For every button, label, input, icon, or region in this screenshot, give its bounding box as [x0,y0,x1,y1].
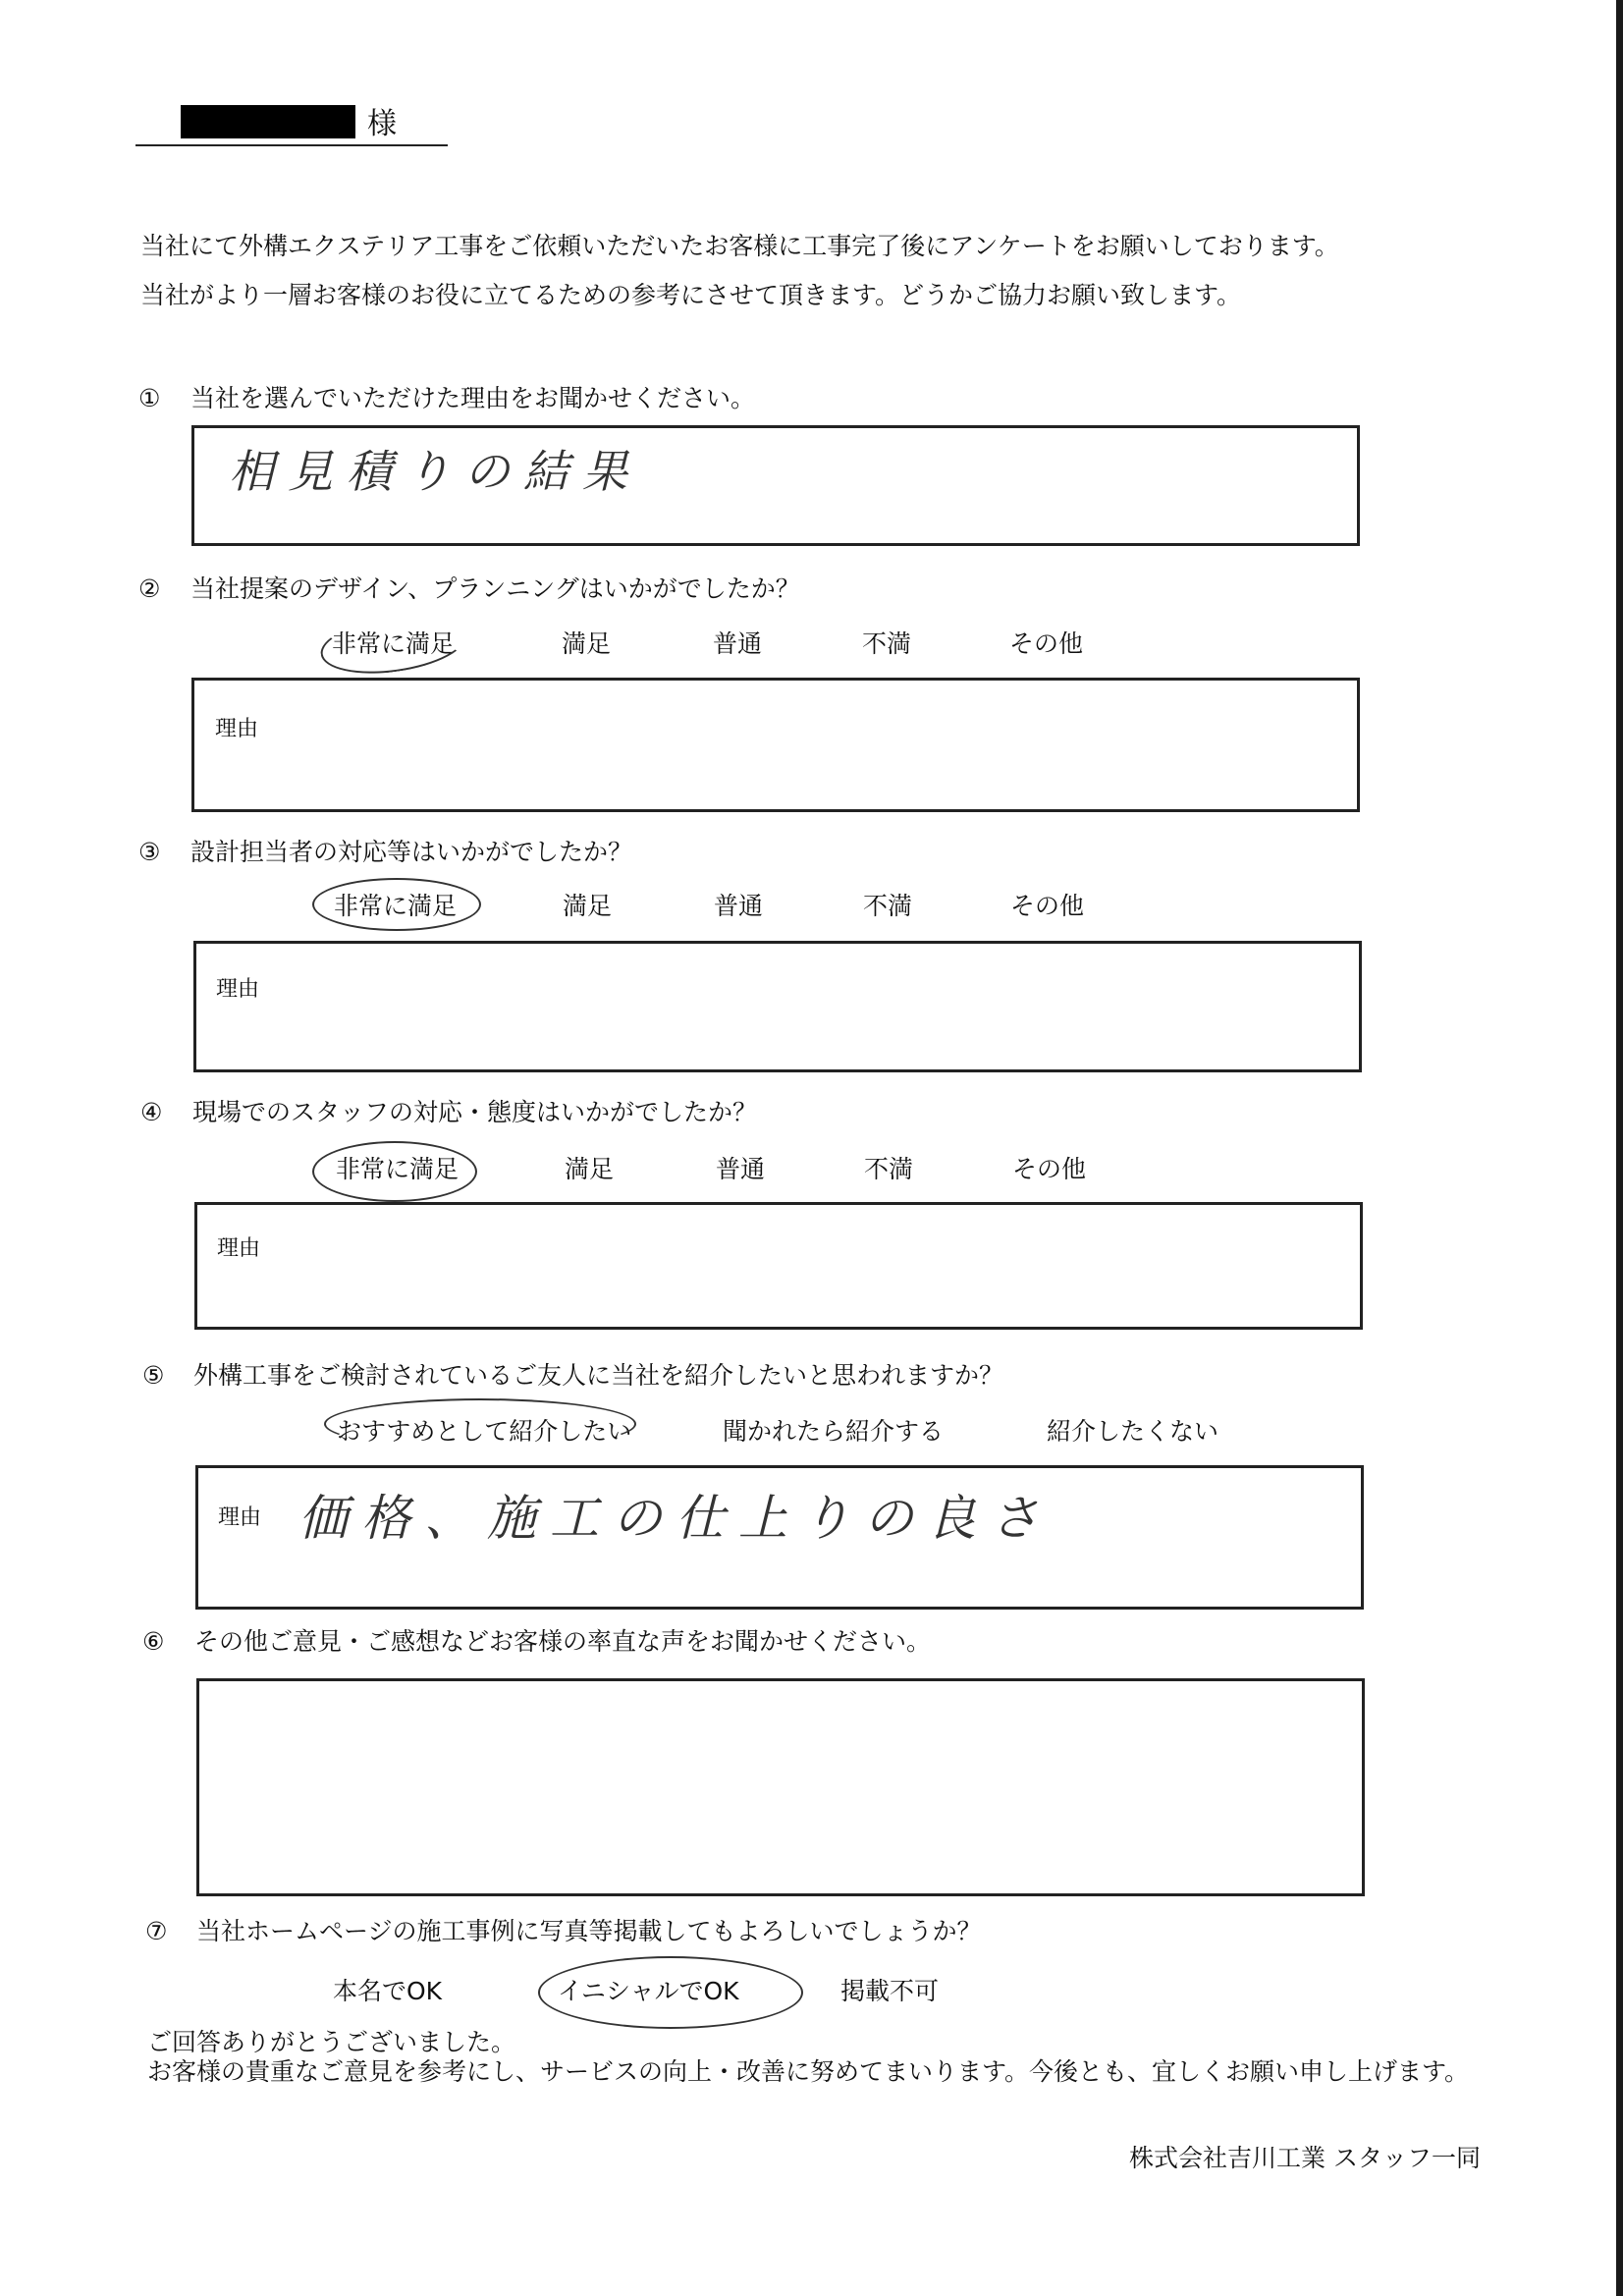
q3-option-normal[interactable]: 普通 [714,892,764,920]
q1-handwritten-answer: 相見積りの結果 [229,445,641,498]
q2-reason-box[interactable] [191,678,1360,812]
q5-reason-label: 理由 [218,1505,262,1530]
q2-reason-label: 理由 [215,717,259,741]
q2-selection-circle [317,607,470,682]
q4-question: 現場でのスタッフの対応・態度はいかがでしたか？ [192,1098,758,1126]
q2-question: 当社提案のデザイン、プランニングはいかがでしたか？ [190,574,800,603]
q7-option-initials[interactable]: イニシャルでOK [558,1977,739,2005]
q1-question: 当社を選んでいただけた理由をお聞かせください。 [190,384,756,412]
q3-option-very-satisfied[interactable]: 非常に満足 [334,892,458,920]
q4-option-dissatisfied[interactable]: 不満 [864,1155,914,1183]
name-underline [135,144,448,146]
q4-number: ④ [140,1098,163,1126]
q3-option-dissatisfied[interactable]: 不満 [863,892,913,920]
q2-number: ② [138,574,161,603]
q3-reason-label: 理由 [216,977,260,1002]
q4-reason-box[interactable] [194,1202,1363,1330]
q7-option-no-post[interactable]: 掲載不可 [840,1977,940,2005]
q7-number: ⑦ [145,1917,168,1945]
q3-question: 設計担当者の対応等はいかがでしたか？ [190,838,633,866]
q2-option-satisfied[interactable]: 満足 [562,629,612,658]
company-signature: 株式会社吉川工業 スタッフ一同 [1129,2144,1481,2172]
closing-line-2: お客様の貴重なご意見を参考にし、サービスの向上・改善に努めてまいります。今後とも、宜しくお願い申し上げます。 [147,2057,1470,2086]
q7-option-real-name[interactable]: 本名でOK [333,1977,443,2005]
scan-edge [1616,0,1623,2296]
q4-option-satisfied[interactable]: 満足 [565,1155,615,1183]
customer-name-redacted [181,105,355,138]
q5-option-not-recommend[interactable]: 紹介したくない [1047,1417,1219,1446]
q4-option-normal[interactable]: 普通 [716,1155,766,1183]
q3-reason-box[interactable] [193,941,1362,1072]
q3-option-other[interactable]: その他 [1010,892,1085,920]
q2-option-other[interactable]: その他 [1009,629,1084,658]
intro-line-2: 当社がより一層お客様のお役に立てるための参考にさせて頂きます。どうかご協力お願い致します。 [140,281,1242,309]
q5-selection-circle [324,1398,636,1449]
q4-selection-circle [312,1141,477,1202]
q6-question: その他ご意見・ご感想などお客様の率直な声をお聞かせください。 [194,1627,932,1656]
closing-line-1: ご回答ありがとうございました。 [147,2028,516,2056]
intro-line-1: 当社にて外構エクステリア工事をご依頼いただいたお客様に工事完了後にアンケートをお願いしております。 [140,232,1339,260]
q3-number: ③ [138,838,161,866]
q4-option-very-satisfied[interactable]: 非常に満足 [336,1155,460,1183]
q5-option-recommend[interactable]: おすすめとして紹介したい [337,1417,632,1446]
q2-option-dissatisfied[interactable]: 不満 [862,629,912,658]
q2-option-normal[interactable]: 普通 [713,629,763,658]
q4-reason-label: 理由 [217,1236,261,1261]
customer-honorific: 様 [367,107,397,141]
q5-number: ⑤ [142,1361,165,1390]
q5-handwritten-reason: 価格、施工の仕上りの良さ [298,1490,1053,1547]
q3-selection-circle [312,878,481,931]
q1-number: ① [138,384,161,412]
q2-option-very-satisfied[interactable]: 非常に満足 [332,629,456,658]
q7-selection-circle [538,1956,803,2029]
q3-option-satisfied[interactable]: 満足 [563,892,613,920]
q7-question: 当社ホームページの施工事例に写真等掲載してもよろしいでしょうか？ [196,1917,982,1945]
q5-question: 外構工事をご検討されているご友人に当社を紹介したいと思われますか？ [193,1361,1004,1390]
q6-number: ⑥ [142,1627,165,1656]
q6-answer-box[interactable] [196,1678,1365,1896]
q5-option-if-asked[interactable]: 聞かれたら紹介する [723,1417,945,1446]
q4-option-other[interactable]: その他 [1012,1155,1087,1183]
